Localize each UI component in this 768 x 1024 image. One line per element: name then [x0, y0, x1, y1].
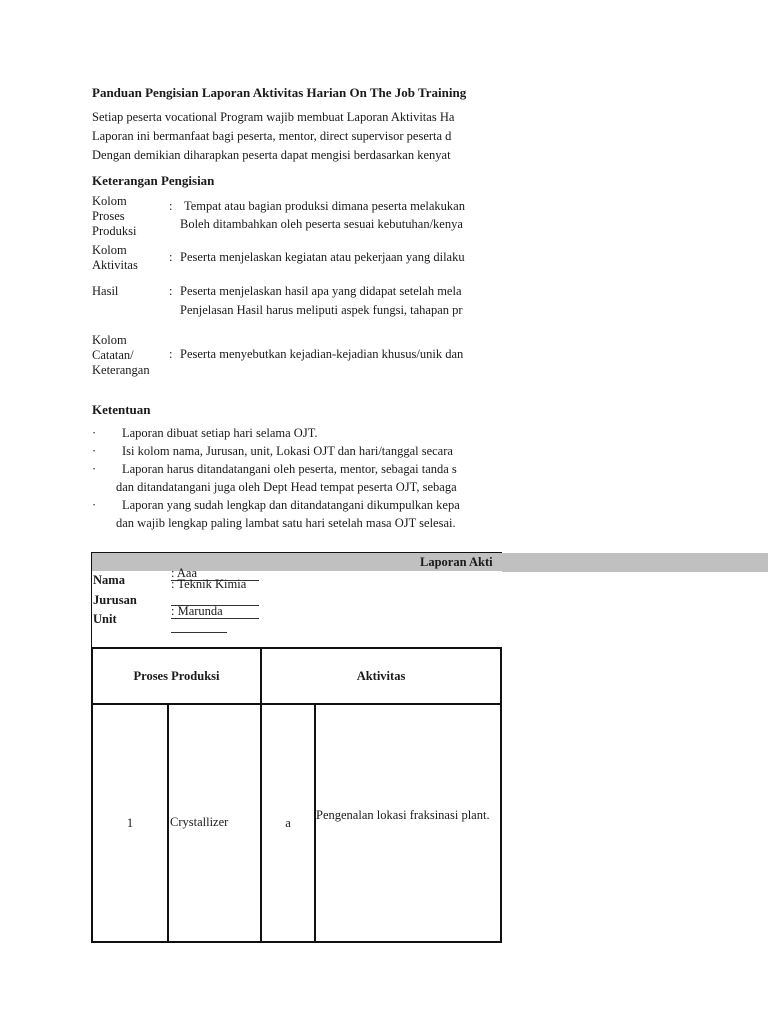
report-header-title: Laporan Akti [420, 555, 493, 569]
intro-line-1: Setiap peserta vocational Program wajib membuat Laporan Aktivitas Ha [92, 110, 455, 124]
border [91, 941, 502, 943]
ketentuan-item: Laporan harus ditandatangani oleh peserta, mentor, sebagai tanda s [122, 462, 457, 476]
keterangan-label-aktivitas: Kolom Aktivitas [92, 243, 138, 272]
page-title: Panduan Pengisian Laporan Aktivitas Harian On The Job Training [92, 85, 467, 100]
keterangan-desc: Penjelasan Hasil harus meliputi aspek fungsi, tahapan pr [180, 303, 463, 317]
keterangan-title: Keterangan Pengisian [92, 173, 215, 188]
field-underline [171, 632, 227, 633]
field-value-nama: : Aaa [171, 567, 259, 581]
field-value-jurusan: : Teknik Kimia [171, 578, 259, 606]
bullet: · [92, 444, 97, 458]
report-header-bar-extension [502, 553, 768, 572]
intro-line-3: Dengan demikian diharapkan peserta dapat mengisi berdasarkan kenyat [92, 148, 451, 162]
keterangan-label-proses: Kolom Proses Produksi [92, 194, 137, 238]
keterangan-colon: : [169, 347, 173, 361]
ketentuan-item-continuation: dan wajib lengkap paling lambat satu hari setelah masa OJT selesai. [116, 516, 456, 530]
bullet: · [92, 462, 97, 476]
keterangan-label-catatan: Kolom Catatan/ Keterangan [92, 333, 150, 377]
column-header-aktivitas: Aktivitas [356, 668, 406, 683]
border [314, 703, 316, 943]
field-label-unit: Unit [93, 612, 117, 626]
keterangan-desc: Boleh ditambahkan oleh peserta sesuai kebutuhan/kenya [180, 217, 463, 231]
border [167, 703, 169, 943]
keterangan-colon: : [169, 250, 173, 264]
bullet: · [92, 498, 97, 512]
ketentuan-item: Laporan yang sudah lengkap dan ditandatangani dikumpulkan kepa [122, 498, 460, 512]
keterangan-label-hasil: Hasil [92, 284, 119, 298]
keterangan-colon: : [169, 199, 173, 213]
keterangan-desc: Peserta menyebutkan kejadian-kejadian khusus/unik dan [180, 347, 464, 361]
ketentuan-item: Isi kolom nama, Jurusan, unit, Lokasi OJT dan hari/tanggal secara [122, 444, 453, 458]
field-value-unit: : Marunda [171, 605, 259, 619]
border [91, 552, 92, 648]
border [500, 647, 502, 943]
border [91, 552, 502, 553]
intro-line-2: Laporan ini bermanfaat bagi peserta, mentor, direct supervisor peserta d [92, 129, 452, 143]
field-label-nama: Nama [93, 573, 125, 587]
keterangan-desc: Peserta menjelaskan hasil apa yang didapat setelah mela [180, 284, 462, 298]
bullet: · [92, 426, 97, 440]
keterangan-desc: Peserta menjelaskan kegiatan atau pekerjaan yang dilaku [180, 250, 465, 264]
keterangan-desc: Tempat atau bagian produksi dimana peserta melakukan [184, 199, 465, 213]
table-cell-proses: Crystallizer [170, 815, 229, 829]
table-cell-aktivitas: Pengenalan lokasi fraksinasi plant. [316, 808, 490, 822]
keterangan-colon: : [169, 284, 173, 298]
ketentuan-item-continuation: dan ditandatangani juga oleh Dept Head tempat peserta OJT, sebaga [116, 480, 457, 494]
table-cell-sub: a [285, 815, 291, 830]
ketentuan-title: Ketentuan [92, 402, 151, 417]
field-label-jurusan: Jurusan [93, 593, 137, 607]
column-header-proses-produksi: Proses Produksi [133, 668, 220, 683]
table-cell-no: 1 [126, 815, 134, 830]
ketentuan-item: Laporan dibuat setiap hari selama OJT. [122, 426, 318, 440]
